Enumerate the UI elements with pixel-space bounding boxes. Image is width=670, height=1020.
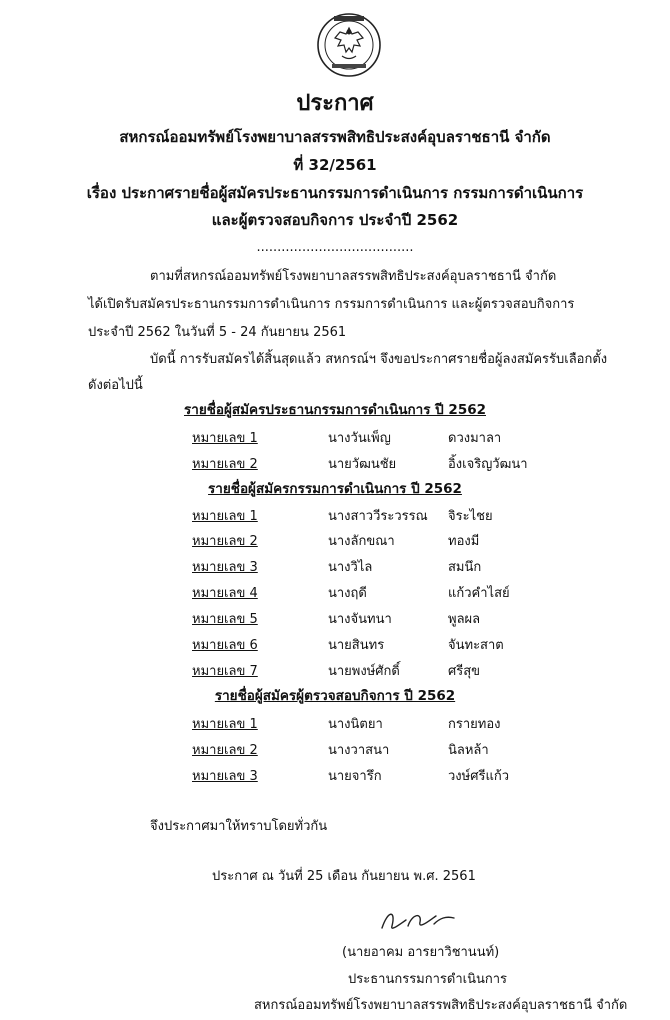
cooperative-seal-logo xyxy=(316,12,382,78)
candidate-first-name: นายจารึก xyxy=(328,769,382,784)
candidate-number: หมายเลข 4 xyxy=(192,586,258,601)
candidate-first-name: นางลักขณา xyxy=(328,534,395,549)
announcement-number: ที่ 32/2561 xyxy=(293,156,377,174)
section-heading-auditor: รายชื่อผู้สมัครผู้ตรวจสอบกิจการ ปี 2562 xyxy=(214,688,456,704)
separator-dots: ...................................... xyxy=(256,240,414,255)
candidate-first-name: นายสินทร xyxy=(328,638,385,653)
candidate-number: หมายเลข 2 xyxy=(192,743,258,758)
signer-name: (นายอาคม อารยาวิชานนท์) xyxy=(342,945,500,960)
paragraph-2-line-2: ดังต่อไปนี้ xyxy=(88,378,143,393)
candidate-first-name: นางฤดี xyxy=(328,586,367,601)
paragraph-2-line-1: บัดนี้ การรับสมัครได้สิ้นสุดแล้ว สหกรณ์ฯ จึงขอประกาศรายชื่อผู้ลงสมัครรับเลือกตั้ง xyxy=(150,352,608,367)
closing-statement: จึงประกาศมาให้ทราบโดยทั่วกัน xyxy=(150,819,328,834)
candidate-first-name: นางจันทนา xyxy=(328,612,392,627)
candidate-last-name: ดวงมาลา xyxy=(448,431,502,446)
candidate-last-name: ทองมี xyxy=(448,534,480,549)
section-heading-chairman: รายชื่อผู้สมัครประธานกรรมการดำเนินการ ปี 2562 xyxy=(183,402,486,418)
handwritten-signature xyxy=(378,906,460,934)
candidate-last-name: พูลผล xyxy=(448,612,481,627)
candidate-last-name: สมนึก xyxy=(448,560,482,575)
candidate-last-name: นิลหล้า xyxy=(448,743,489,758)
candidate-last-name: อิ้งเจริญวัฒนา xyxy=(448,457,528,472)
subject-line-2: และผู้ตรวจสอบกิจการ ประจำปี 2562 xyxy=(211,211,459,229)
candidate-first-name: นางวิไล xyxy=(328,560,373,575)
candidate-first-name: นางวาสนา xyxy=(328,743,390,758)
candidate-first-name: นางนิตยา xyxy=(328,717,383,732)
candidate-number: หมายเลข 2 xyxy=(192,457,258,472)
signer-organization: สหกรณ์ออมทรัพย์โรงพยาบาลสรรพสิทธิประสงค์อุบลราชธานี จำกัด xyxy=(254,998,628,1013)
organization-name: สหกรณ์ออมทรัพย์โรงพยาบาลสรรพสิทธิประสงค์อุบลราชธานี จำกัด xyxy=(119,128,551,146)
signer-position: ประธานกรรมการดำเนินการ xyxy=(348,972,508,987)
announcement-date: ประกาศ ณ วันที่ 25 เดือน กันยายน พ.ศ. 2561 xyxy=(212,869,476,884)
candidate-first-name: นางสาววีระวรรณ xyxy=(328,509,428,524)
candidate-last-name: ศรีสุข xyxy=(448,664,481,679)
candidate-number: หมายเลข 1 xyxy=(192,509,258,524)
section-heading-committee: รายชื่อผู้สมัครกรรมการดำเนินการ ปี 2562 xyxy=(208,481,462,497)
candidate-last-name: แก้วคำไสย์ xyxy=(448,586,510,601)
candidate-last-name: กรายทอง xyxy=(448,717,501,732)
candidate-first-name: นางวันเพ็ญ xyxy=(328,431,391,446)
candidate-number: หมายเลข 1 xyxy=(192,717,258,732)
paragraph-1-line-1: ตามที่สหกรณ์ออมทรัพย์โรงพยาบาลสรรพสิทธิประสงค์อุบลราชธานี จำกัด xyxy=(150,269,557,284)
candidate-first-name: นายวัฒนชัย xyxy=(328,457,397,472)
candidate-number: หมายเลข 1 xyxy=(192,431,258,446)
candidate-number: หมายเลข 3 xyxy=(192,560,258,575)
candidate-last-name: วงษ์ศรีแก้ว xyxy=(448,769,510,784)
candidate-number: หมายเลข 2 xyxy=(192,534,258,549)
subject-line-1: เรื่อง ประกาศรายชื่อผู้สมัครประธานกรรมการดำเนินการ กรรมการดำเนินการ xyxy=(86,184,584,202)
candidate-number: หมายเลข 3 xyxy=(192,769,258,784)
candidate-number: หมายเลข 6 xyxy=(192,638,258,653)
announcement-title: ประกาศ xyxy=(296,91,374,116)
candidate-number: หมายเลข 7 xyxy=(192,664,258,679)
paragraph-1-line-3: ประจำปี 2562 ในวันที่ 5 - 24 กันยายน 2561 xyxy=(88,325,347,340)
candidate-last-name: จิระไชย xyxy=(448,509,493,524)
paragraph-1-line-2: ได้เปิดรับสมัครประธานกรรมการดำเนินการ กรรมการดำเนินการ และผู้ตรวจสอบกิจการ xyxy=(88,297,575,312)
candidate-number: หมายเลข 5 xyxy=(192,612,258,627)
candidate-last-name: จันทะสาต xyxy=(448,638,504,653)
candidate-first-name: นายพงษ์ศักดิ์ xyxy=(328,664,400,679)
